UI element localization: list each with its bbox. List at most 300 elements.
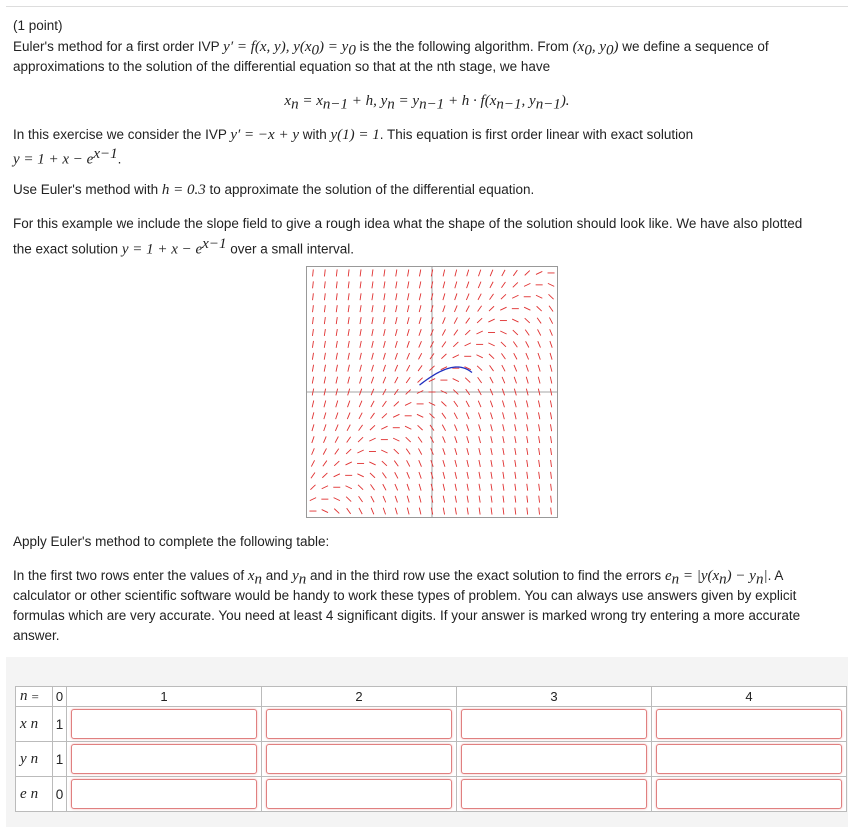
slope-mark [371,377,373,384]
slope-mark [526,341,529,347]
e4-input[interactable] [656,779,842,809]
slope-mark [538,329,541,335]
slope-mark [346,497,351,502]
slope-mark [312,436,314,443]
table-row-en [16,777,847,812]
slope-mark [418,365,422,371]
slope-mark [502,401,504,408]
slope-mark [455,496,456,503]
slope-mark [360,305,361,312]
paragraph-euler-intro-2: approximations to the solution of the differential equation so that at the nth stage, we have [13,59,551,74]
exact-solution-curve [420,367,473,385]
yn-initial: 1 [53,742,67,777]
slope-mark [360,341,361,348]
slope-mark [372,269,373,276]
slope-mark [381,426,387,429]
slope-mark [551,496,552,503]
y4-input[interactable] [656,744,842,774]
slope-mark [467,508,468,515]
slope-mark [372,329,373,336]
slope-mark [476,331,482,334]
slope-mark [490,365,494,371]
slope-mark [359,401,362,407]
slope-mark [336,377,338,384]
slope-mark [370,413,374,419]
slope-mark [503,460,504,467]
slope-mark [419,484,421,491]
slope-mark [407,353,410,359]
slope-mark [454,305,457,311]
slope-mark [336,317,337,324]
euler-table [15,686,847,812]
slope-mark [539,424,540,431]
paragraph-step-size: Use Euler's method with h = 0.3 to approximate the solution of the differential equation. [13,182,535,198]
slope-mark [527,412,528,419]
slope-mark [443,436,446,442]
paragraph-instructions-3: formulas which are very accurate. You need at least 4 significant digits. If your answer is marked wrong try entering a more accurate [13,608,801,623]
slope-mark [372,281,373,288]
slope-mark [396,293,397,300]
slope-mark [527,448,528,455]
slope-mark [550,424,551,431]
slope-mark [550,353,552,360]
slope-mark [538,353,540,360]
slope-mark [347,508,351,514]
slope-mark [501,294,506,299]
slope-mark [479,448,481,455]
slope-mark [515,508,516,515]
slope-mark [502,365,505,371]
slope-mark [479,472,480,479]
points-label: (1 point) [13,18,63,33]
slope-mark [419,281,420,288]
slope-mark [360,377,362,384]
slope-mark [443,317,446,323]
y2-input[interactable] [266,744,452,774]
slope-mark [479,508,480,515]
slope-mark [311,472,315,478]
slope-mark [347,413,350,419]
slope-mark [503,448,504,455]
slope-mark [443,496,444,503]
slope-mark [442,342,446,348]
slope-mark [478,401,481,407]
slope-mark [395,496,397,503]
slope-mark [334,474,340,477]
slope-mark [454,317,457,323]
slope-mark [371,508,374,514]
slope-mark [383,353,385,360]
slope-mark [383,365,385,372]
header-n0: 0 [53,687,67,707]
slope-mark [383,508,385,515]
slope-mark [513,330,518,335]
slope-mark [406,377,410,383]
slope-mark [359,425,363,431]
slope-mark [348,281,349,288]
slope-mark [549,317,552,323]
slope-mark [418,425,423,430]
slope-mark [324,377,325,384]
slope-mark [360,317,361,324]
slope-mark [406,449,410,455]
slope-mark [514,365,517,371]
slope-mark [526,400,528,407]
slope-mark [346,462,352,465]
slope-mark [382,413,387,418]
slope-mark [312,400,314,407]
slope-mark [478,306,482,312]
slope-mark [490,294,494,300]
slope-mark [358,485,363,490]
slope-mark [488,319,494,322]
slope-mark [524,307,530,310]
slope-mark [395,341,397,348]
slope-mark [489,306,494,311]
slope-mark [489,354,494,359]
slope-mark [395,484,398,490]
slope-mark [369,438,375,441]
slope-mark [323,461,327,467]
xn-initial: 1 [53,707,67,742]
slope-mark [503,472,504,479]
slope-mark [324,269,325,276]
slope-mark [453,355,459,358]
slope-mark [478,282,481,288]
slope-mark [527,472,528,479]
slope-mark [443,270,445,277]
slope-mark [467,282,469,289]
slope-mark [476,355,482,358]
slope-mark [550,329,553,335]
slope-mark [312,377,313,384]
slope-mark [479,460,480,467]
slope-mark [515,460,516,467]
slope-mark [372,353,374,360]
slope-mark [372,293,373,300]
slope-mark [369,462,375,465]
slope-mark [443,293,445,300]
slope-mark [360,269,361,276]
slope-mark [550,400,551,407]
slope-mark [551,436,552,443]
slope-mark [477,318,482,323]
slope-mark [382,472,386,478]
slope-mark [324,365,325,372]
header-col-3: 3 [457,687,652,707]
slope-mark [454,401,458,407]
slope-mark [488,343,494,346]
slope-mark [477,366,482,371]
slope-mark [479,496,480,503]
slope-mark [513,270,517,276]
slope-mark [395,365,398,371]
slope-mark [383,341,385,348]
slope-mark [548,283,554,286]
slope-mark [371,365,373,372]
slope-mark [407,496,409,503]
slope-mark [479,424,481,431]
slope-mark [336,269,337,276]
slope-field-svg [307,267,557,517]
slope-mark [467,472,468,479]
slope-mark [360,329,361,336]
x1-input[interactable] [71,709,257,739]
slope-mark [526,365,528,372]
slope-mark [419,472,421,479]
slope-mark [550,412,551,419]
slope-mark [454,330,458,336]
slope-mark [336,353,337,360]
slope-mark [381,450,387,453]
slope-mark [405,426,411,429]
slope-mark [360,293,361,300]
slope-mark [418,437,422,443]
slope-mark [312,353,313,360]
slope-mark [348,317,349,324]
slope-mark [441,354,446,359]
slope-mark [334,509,339,514]
slope-mark [443,508,444,515]
slope-mark [348,401,350,408]
row-label-xn: x n [16,707,53,742]
slope-mark [395,329,397,336]
slope-mark [419,305,421,312]
slope-mark [537,306,542,311]
slope-mark [348,353,349,360]
paragraph-ivp: In this exercise we consider the IVP y′ = −x + y with y(1) = 1. This equation is first order linear with exact solution [13,127,694,143]
slope-mark [503,484,504,491]
slope-mark [383,484,386,490]
slope-mark [334,461,339,466]
x2-input[interactable] [266,709,452,739]
slope-mark [407,317,409,324]
slope-mark [372,341,374,348]
slope-mark [551,460,552,467]
slope-mark [538,377,540,384]
slope-mark [491,472,492,479]
slope-mark [466,294,469,300]
slope-mark [443,448,445,455]
x3-input[interactable] [461,709,647,739]
slope-mark [384,281,385,288]
slope-mark [490,401,492,408]
slope-mark [466,318,470,324]
slope-mark [513,342,517,348]
slope-mark [407,305,409,312]
y1-input[interactable] [71,744,257,774]
slope-mark [371,401,374,407]
slope-mark [514,377,516,384]
slope-mark [455,436,457,443]
x4-input[interactable] [656,709,842,739]
slope-mark [419,508,421,515]
slope-mark [538,365,540,372]
slope-mark [346,486,352,489]
slope-mark [490,270,493,276]
slope-field-plot [306,266,558,518]
slope-mark [348,377,350,384]
slope-mark [312,317,313,324]
slope-mark [324,305,325,312]
slope-mark [491,460,492,467]
slope-mark [503,412,505,419]
slope-mark [490,282,493,288]
exact-solution: $y = 1 + x - e^{x-1}$. [13,146,122,168]
slope-mark [551,484,552,491]
slope-mark [478,270,480,277]
slope-mark [406,437,411,442]
slope-mark [313,293,314,300]
header-n-label: n = [16,687,53,707]
slope-mark [527,436,528,443]
slope-mark [419,317,421,324]
paragraph-slope-field-2: the exact solution $y = 1 + x - e^{x-1}$ over a small interval. [13,236,354,258]
slope-mark [490,377,493,383]
slope-mark [525,318,530,323]
slope-mark [453,342,458,347]
slope-mark [396,305,397,312]
e2-input[interactable] [266,779,452,809]
e1-input[interactable] [71,779,257,809]
slope-mark [311,460,314,466]
slope-mark [396,281,397,288]
slope-mark [395,472,398,478]
slope-mark [312,412,314,419]
slope-mark [515,448,516,455]
slope-mark [371,496,374,502]
slope-mark [418,353,421,359]
slope-mark [455,460,457,467]
slope-mark [407,460,410,466]
table-row-yn [16,742,847,777]
slope-mark [358,437,363,442]
slope-mark [466,413,469,419]
slope-mark [455,472,457,479]
slope-mark [442,413,446,419]
slope-mark [313,281,314,288]
slope-mark [312,424,314,431]
slope-mark [443,472,445,479]
slope-mark [503,508,504,515]
slope-mark [539,448,540,455]
slope-mark [370,484,374,490]
slope-mark [396,269,397,276]
slope-mark [443,484,445,491]
slope-mark [527,496,528,503]
slope-mark [312,448,315,454]
slope-mark [348,269,349,276]
en-initial: 0 [53,777,67,812]
slope-mark [503,436,504,443]
slope-mark [539,460,540,467]
slope-mark [348,365,350,372]
slope-mark [324,281,325,288]
slope-mark [443,305,445,312]
table-header-row [16,687,847,707]
slope-mark [515,484,516,491]
slope-mark [335,437,338,443]
slope-mark [550,377,552,384]
slope-mark [551,448,552,455]
slope-mark [324,341,325,348]
slope-mark [455,293,457,300]
slope-mark [408,281,409,288]
slope-mark [538,341,541,347]
slope-mark [384,329,386,336]
y3-input[interactable] [461,744,647,774]
slope-mark [467,436,469,443]
slope-mark [526,353,529,359]
slope-mark [536,271,542,274]
slope-mark [515,412,517,419]
slope-mark [527,508,528,515]
slope-mark [515,424,516,431]
slope-mark [549,294,554,299]
slope-mark [515,436,516,443]
slope-mark [372,305,373,312]
slope-mark [491,436,493,443]
slope-mark [465,330,470,335]
slope-mark [525,330,529,336]
slope-mark [348,293,349,300]
slope-mark [525,271,530,276]
slope-mark [524,283,530,286]
slope-mark [501,353,505,359]
slope-mark [395,353,397,360]
slope-mark [313,305,314,312]
slope-mark [515,496,516,503]
e3-input[interactable] [461,779,647,809]
slope-mark [539,484,540,491]
slope-mark [551,508,552,515]
slope-mark [384,269,385,276]
slope-mark [455,282,457,289]
paragraph-apply: Apply Euler's method to complete the following table: [13,534,330,549]
euler-formula: $x_n = x_{n-1} + h$, $y_n = y_{n-1} + h \cdot f(x_{n-1}$, $y_{n-1}$). [284,93,570,113]
slope-mark [502,377,505,383]
slope-mark [419,329,421,336]
slope-mark [370,473,375,478]
slope-mark [324,317,325,324]
paragraph-slope-field: For this example we include the slope field to give a rough idea what the shape of the solution should look like. We have also plotted [13,216,803,231]
paragraph-euler-intro: Euler's method for a first order IVP y′ = f(x, y), $y(x_0) = y_0$ is the the following algorithm. From ($x_0$, $y_0$) we define a sequence of [13,39,769,59]
slope-mark [549,306,553,312]
slope-mark [465,378,470,383]
slope-mark [336,365,337,372]
slope-mark [454,413,457,419]
paragraph-instructions-2: calculator or other scientific software would be handy to work these types of problem. You can always use answers given by explicit [13,588,797,603]
slope-mark [419,496,421,503]
paragraph-instructions-4: answer. [13,628,60,643]
slope-mark [467,460,469,467]
slope-mark [372,317,373,324]
slope-mark [322,473,327,478]
slope-mark [502,270,505,276]
slope-mark [407,365,410,371]
slope-mark [500,331,506,334]
slope-mark [419,293,421,300]
slope-mark [527,424,528,431]
row-label-en: e n [16,777,53,812]
slope-mark [407,484,409,491]
slope-mark [359,508,362,514]
slope-mark [455,484,456,491]
slope-mark [384,305,385,312]
slope-mark [394,401,399,406]
slope-mark [501,342,506,347]
slope-mark [500,307,506,310]
